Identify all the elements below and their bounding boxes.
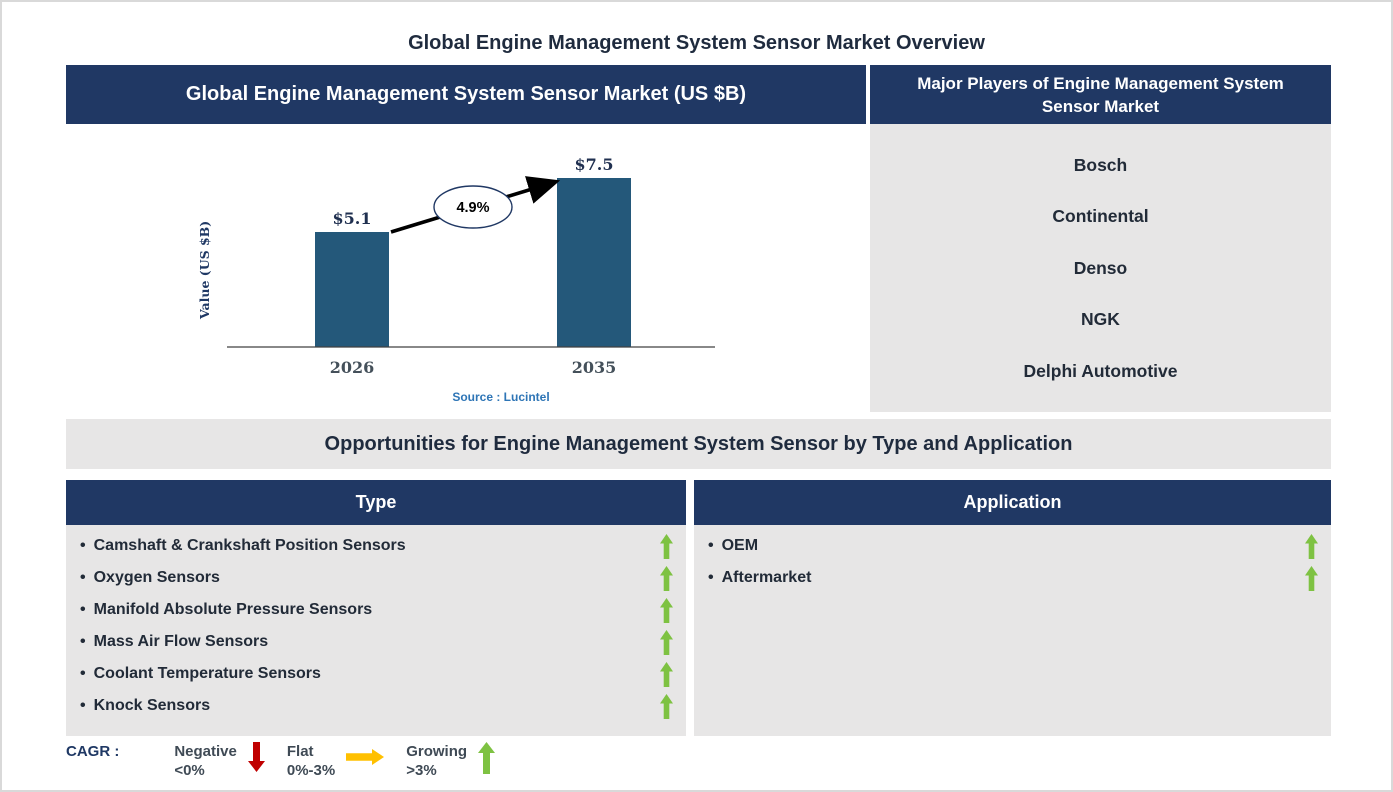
trend-up-icon	[1305, 566, 1318, 591]
legend-range: 0%-3%	[286, 762, 336, 779]
legend-entry-flat	[287, 742, 384, 780]
chart-source: Source : Lucintel	[452, 390, 550, 404]
cagr-value: 4.9%	[456, 200, 490, 216]
application-panel-header: Application	[694, 480, 1331, 525]
application-item	[694, 562, 1331, 594]
legend-name: Growing	[406, 743, 468, 760]
legend-range: >3%	[406, 762, 437, 779]
bullet: •	[80, 633, 86, 650]
trend-up-icon	[660, 662, 673, 687]
trend-up-icon	[478, 742, 495, 774]
type-item	[66, 690, 686, 722]
player-name: Denso	[1073, 257, 1128, 278]
player-name: NGK	[1081, 309, 1120, 329]
player-name: Continental	[1052, 206, 1149, 226]
chart-annotation-layer	[66, 124, 866, 412]
bullet: •	[80, 569, 86, 586]
legend-range: <0%	[174, 762, 205, 779]
legend-entry-negative	[174, 742, 265, 780]
player-name: Bosch	[1073, 154, 1128, 175]
type-item-label: Oxygen Sensors	[93, 569, 220, 586]
bullet: •	[80, 697, 86, 714]
trend-up-icon	[660, 630, 673, 655]
type-item	[66, 658, 686, 690]
type-item-label: Mass Air Flow Sensors	[93, 633, 269, 650]
bullet: •	[708, 569, 714, 586]
x-tick-2035: 2035	[571, 358, 617, 377]
legend-entry-growing	[406, 742, 495, 780]
bullet: •	[80, 537, 86, 554]
trend-up-icon	[660, 598, 673, 623]
opportunities-header: Opportunities for Engine Management System Sensor by Type and Application	[66, 419, 1331, 469]
application-panel	[694, 480, 1331, 736]
major-players-header: Major Players of Engine Management System Sensor Market	[870, 65, 1331, 124]
y-axis-label: Value (US $B)	[197, 220, 212, 320]
x-tick-2026: 2026	[329, 358, 375, 377]
trend-up-icon	[660, 694, 673, 719]
trend-down-icon	[248, 742, 265, 772]
type-item	[66, 594, 686, 626]
application-item	[694, 530, 1331, 562]
bullet: •	[80, 601, 86, 618]
type-item-label: Camshaft & Crankshaft Position Sensors	[93, 537, 406, 554]
bar-value-label: $5.1	[332, 209, 372, 228]
bar-value-label: $7.5	[574, 155, 614, 174]
type-item-label: Manifold Absolute Pressure Sensors	[93, 601, 373, 618]
type-item	[66, 562, 686, 594]
player-name: Delphi Automotive	[1023, 360, 1178, 381]
type-panel	[66, 480, 686, 736]
major-players-list	[870, 124, 1331, 412]
trend-up-icon	[1305, 534, 1318, 559]
trend-up-icon	[660, 534, 673, 559]
type-item	[66, 530, 686, 562]
trend-flat-icon	[346, 749, 384, 765]
application-panel-body	[694, 525, 1331, 736]
type-panel-header: Type	[66, 480, 686, 525]
bullet: •	[80, 665, 86, 682]
cagr-legend	[66, 742, 517, 780]
bullet: •	[708, 537, 714, 554]
market-chart-header: Global Engine Management System Sensor Market (US $B)	[66, 65, 866, 124]
market-chart	[66, 124, 866, 412]
page-title: Global Engine Management System Sensor Market Overview	[408, 32, 985, 54]
legend-name: Flat	[286, 743, 314, 760]
type-item-label: Coolant Temperature Sensors	[93, 665, 321, 682]
type-item-label: Knock Sensors	[93, 697, 211, 714]
type-item	[66, 626, 686, 658]
legend-name: Negative	[174, 743, 237, 760]
trend-up-icon	[660, 566, 673, 591]
type-panel-body	[66, 525, 686, 736]
application-item-label: OEM	[721, 537, 759, 554]
cagr-legend-label: CAGR :	[66, 743, 120, 760]
application-item-label: Aftermarket	[721, 569, 812, 586]
